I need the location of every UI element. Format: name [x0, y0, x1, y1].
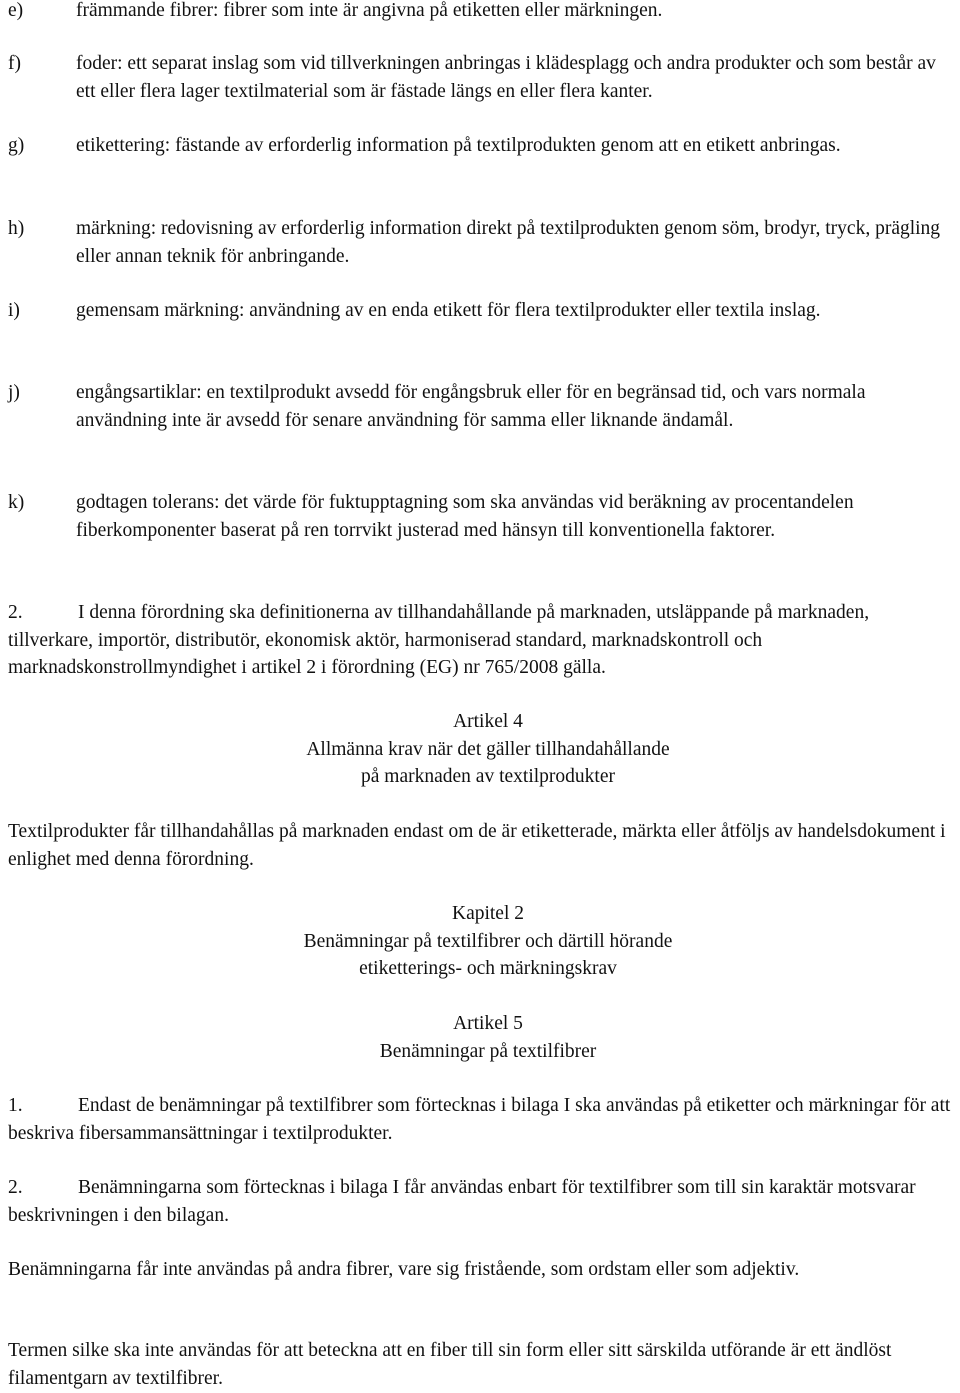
- paragraph-number: 1.: [8, 1095, 23, 1116]
- article-5-paragraph-4: Termen silke ska inte användas för att beteckna att en fiber till sin form eller sitt särskilda utförande är ett ändlöst filamentgarn av textilfibrer.: [8, 1340, 892, 1389]
- article-number: Artikel 4: [453, 711, 523, 732]
- chapter-2-heading: [0, 900, 960, 983]
- paragraph-text: Benämningarna som förtecknas i bilaga I får användas enbart för textilfibrer som till sin karaktär motsvarar beskrivningen i den bilagan.: [8, 1177, 916, 1226]
- definition-text: etikettering: fästande av erforderlig information på textilprodukten genom att en etikett anbringas.: [76, 135, 841, 156]
- article-4-text: Textilprodukter får tillhandahållas på marknaden endast om de är etiketterade, märkta eller åtföljs av handelsdokument i enlighet med denna förordning.: [8, 821, 946, 870]
- article-5-paragraph-3: Benämningarna får inte användas på andra fibrer, vare sig fristående, som ordstam eller som adjektiv.: [8, 1259, 800, 1280]
- paragraph-text: Endast de benämningar på textilfibrer som förtecknas i bilaga I ska användas på etiketter och märkningar för att beskriva fibersammansättningar i textilprodukter.: [8, 1095, 951, 1144]
- definition-label: i): [8, 300, 20, 321]
- chapter-title-line: etiketterings- och märkningskrav: [359, 958, 617, 979]
- chapter-number: Kapitel 2: [451, 903, 525, 924]
- definition-label: e): [8, 0, 24, 21]
- definition-label: j): [8, 382, 20, 403]
- article-5-paragraph-2: [8, 1174, 954, 1229]
- definition-text: foder: ett separat inslag som vid tillverkningen anbringas i klädesplagg och andra produkter och som består av ett eller flera lager textilmaterial som är fästade längs en eller flera kanter.: [76, 53, 936, 102]
- article-5-paragraph-1: [8, 1092, 954, 1147]
- article-4-heading: [0, 708, 960, 791]
- paragraph-text: I denna förordning ska definitionerna av tillhandahållande på marknaden, utsläppande på marknaden, tillverkare, importör, distributör, ekonomisk aktör, harmoniserad standard, marknadskontroll och marknadskonstrollmyndighet i artikel 2 i förordning (EG) nr 765/2008 gälla.: [8, 602, 870, 678]
- definition-text: gemensam märkning: användning av en enda etikett för flera textilprodukter eller textila inslag.: [76, 300, 821, 321]
- article-number: Artikel 5: [453, 1013, 523, 1034]
- definition-label: f): [8, 53, 21, 74]
- definition-text: godtagen tolerans: det värde för fuktupptagning som ska användas vid beräkning av procentandelen fiberkomponenter baserat på ren torrvikt justerad med hänsyn till konventionella faktorer.: [76, 492, 854, 541]
- article-5-heading: [0, 1010, 960, 1065]
- article-title-line: Allmänna krav när det gäller tillhandahållande: [306, 738, 670, 760]
- definition-label: g): [8, 135, 25, 156]
- definition-text: främmande fibrer: fibrer som inte är angivna på etiketten eller märkningen.: [76, 0, 663, 21]
- article-title-line: på marknaden av textilprodukter: [361, 766, 615, 787]
- article-title-line: Benämningar på textilfibrer: [379, 1040, 597, 1062]
- definition-label: h): [8, 218, 25, 239]
- chapter-title-line: Benämningar på textilfibrer och därtill hörande: [303, 930, 673, 952]
- paragraph-2: [8, 599, 954, 682]
- paragraph-number: 2.: [8, 602, 23, 623]
- paragraph-number: 2.: [8, 1177, 23, 1198]
- definition-text: engångsartiklar: en textilprodukt avsedd för engångsbruk eller för en begränsad tid, och vars normala användning inte är avsedd för senare användning för samma eller liknande ändamål.: [76, 382, 866, 431]
- definition-text: märkning: redovisning av erforderlig information direkt på textilprodukten genom söm, brodyr, tryck, prägling eller annan teknik för anbringande.: [76, 218, 941, 267]
- definition-label: k): [8, 492, 25, 513]
